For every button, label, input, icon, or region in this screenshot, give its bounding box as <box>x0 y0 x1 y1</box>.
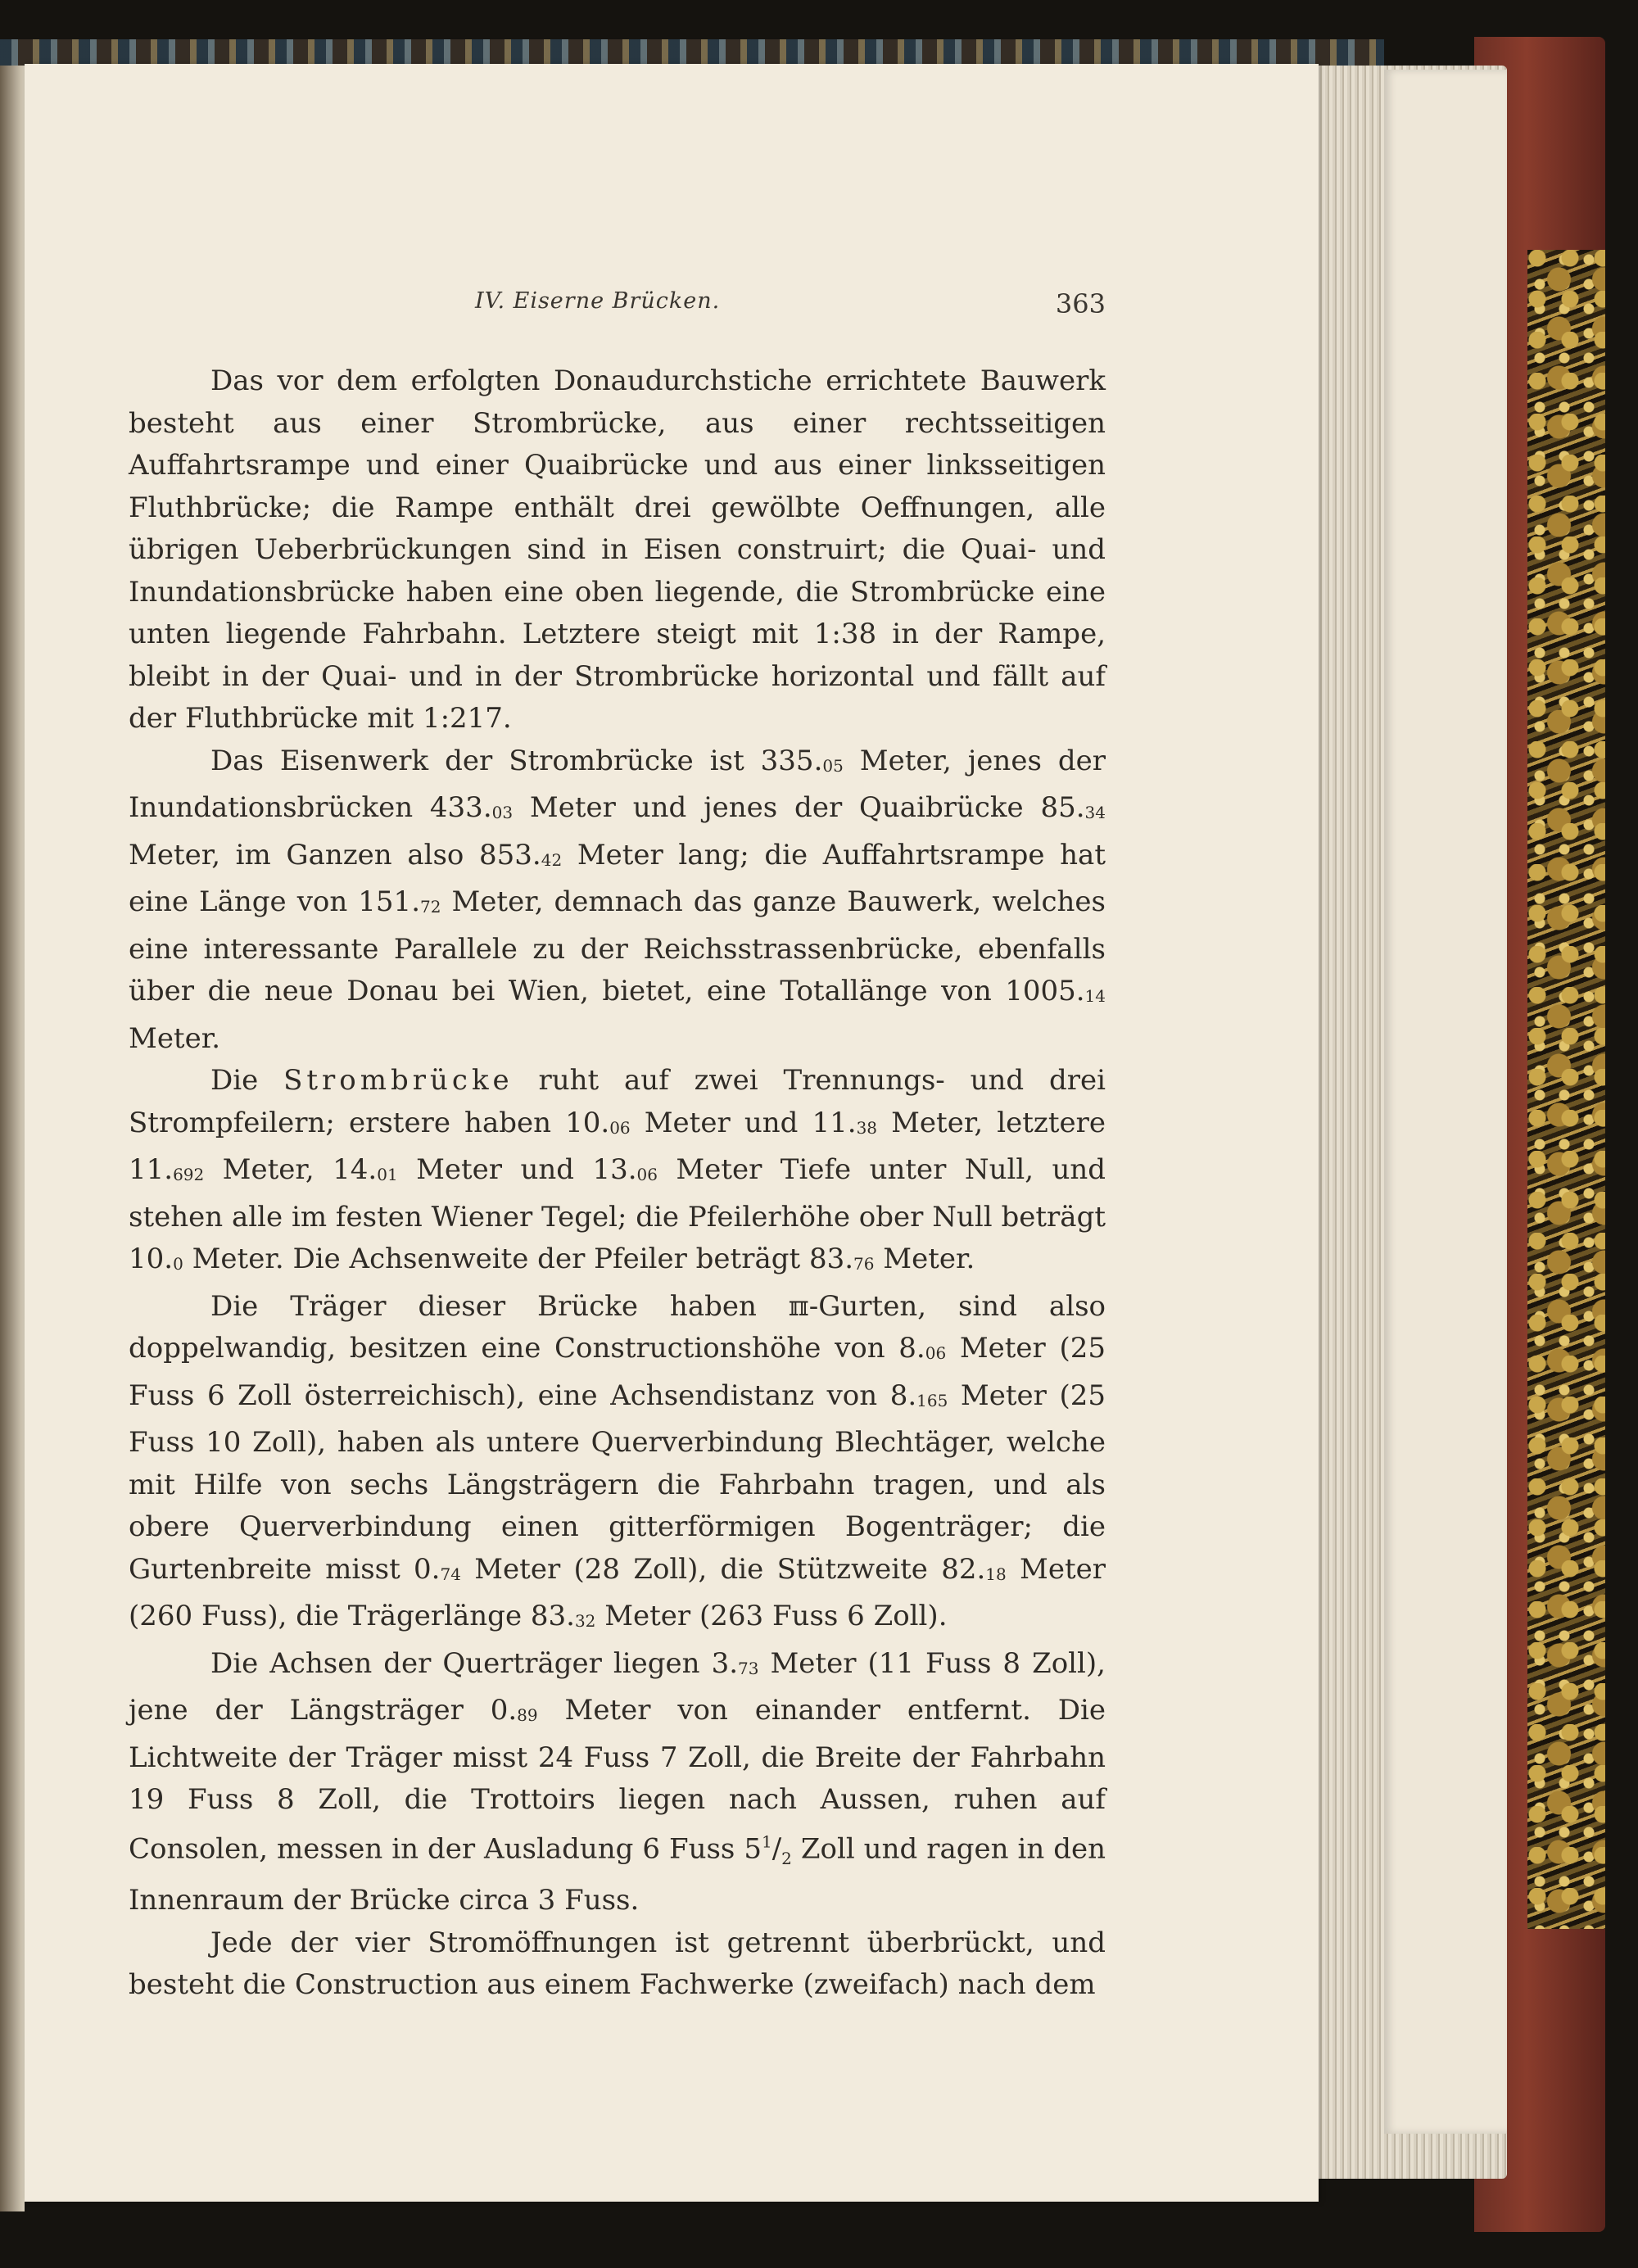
emphasis-spaced: Strombrücke <box>283 1064 514 1097</box>
running-title: IV. Eiserne Brücken. <box>475 288 721 314</box>
next-page <box>1384 70 1507 2134</box>
previous-page-edge <box>0 66 25 2211</box>
paragraph: Das Eisenwerk der Strombrücke ist 335.05 Meter, jenes der Inundationsbrücken 433.03 Meter und jenes der Quaibrücke 85.34 Meter, im Ganzen also 853.42 Meter lang; die Auffahrtsrampe hat eine Länge von 151.72 Meter, demnach das ganze Bauwerk, welches eine interessante Parallele zu der Reichsstrassenbrücke, ebenfalls über die neue Donau bei Wien, bietet, eine Totallänge von 1005.14 Meter. <box>129 744 1106 1055</box>
paragraph: Die Achsen der Querträger liegen 3.73 Meter (11 Fuss 8 Zoll), jene der Längsträger 0.89 Meter von einander entfernt. Die Lichtweite der Träger misst 24 Fuss 7 Zoll, die Breite der Fahrbahn 19 Fuss 8 Zoll, die Trottoirs liegen nach Aussen, ruhen auf Consolen, messen in der Ausladung 6 Fuss $5^1/_2$ Zoll und ragen in den Innenraum der Brücke circa 3 Fuss. <box>129 1646 1106 1917</box>
running-head <box>475 288 1106 324</box>
fraction: $^1/_2$ <box>761 1831 792 1868</box>
paragraph: Das vor dem erfolgten Donaudurchstiche errichtete Bauwerk besteht aus einer Strombrücke, aus einer rechtsseitigen Auffahrtsrampe und einer Quaibrücke und aus einer linksseitigen Fluthbrücke; die Rampe enthält drei gewölbte Oeffnungen, alle übrigen Ueberbrückungen sind in Eisen construirt; die Quai- und Inundationsbrücke haben eine oben liegende, die Strombrücke eine unten liegende Fahrbahn. Letztere steigt mit 1:38 in der Rampe, bleibt in der Quai- und in der Strombrücke horizontal und fällt auf der Fluthbrücke mit 1:217. <box>129 364 1106 735</box>
page-number: 363 <box>1055 288 1106 319</box>
marbled-endpaper <box>1527 250 1605 1929</box>
paragraph: Die Strombrücke ruht auf zwei Trennungs- und drei Strompfeilern; erstere haben 10.06 Meter und 11.38 Meter, letztere 11.692 Meter, 14.01 Meter und 13.06 Meter Tiefe unter Null, und stehen alle im festen Wiener Tegel; die Pfeilerhöhe ober Null beträgt 10.0 Meter. Die Achsenweite der Pfeiler beträgt 83.76 Meter. <box>129 1064 1106 1275</box>
paragraph: Jede der vier Stromöffnungen ist getrennt überbrückt, und besteht die Construction aus einem Fachwerke (zweifach) nach dem <box>129 1926 1106 2002</box>
body-text <box>129 360 1106 2007</box>
paragraph: Die Träger dieser Brücke haben ℼ-Gurten, sind also doppelwandig, besitzen eine Constructionshöhe von 8.06 Meter (25 Fuss 6 Zoll österreichisch), eine Achsendistanz von 8.165 Meter (25 Fuss 10 Zoll), haben als untere Querverbindung Blechtäger, welche mit Hilfe von sechs Längsträgern die Fahrbahn tragen, und als obere Querverbindung einen gitterförmigen Bogenträger; die Gurtenbreite misst 0.74 Meter (28 Zoll), die Stützweite 82.18 Meter (260 Fuss), die Trägerlänge 83.32 Meter (263 Fuss 6 Zoll). <box>129 1289 1106 1632</box>
pi-beam-symbol: ℼ <box>788 1289 809 1323</box>
